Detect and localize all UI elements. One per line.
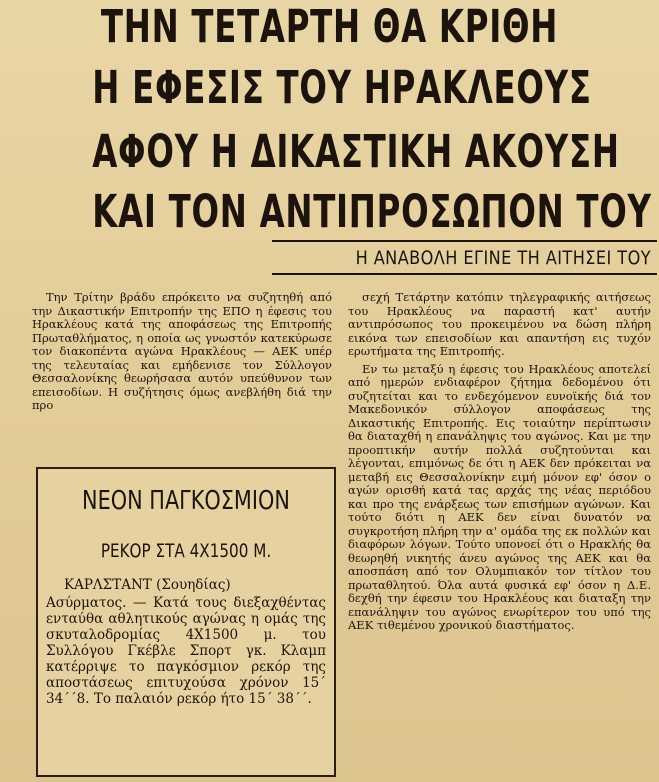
box-subtitle: ΡΕΚΟΡ ΣΤΑ 4Χ1500 Μ.: [100, 540, 272, 562]
subheadline-bottom-rule: [272, 273, 657, 275]
box-body: [46, 577, 326, 707]
article-paragraph-left: Την Τρίτην βράδυ επρόκειτο να συζητηθή από την Δικαστικήν Επιτροπήν της ΕΠΟ η έφεσις του Ηρακλέους κατά της αποφάσεως της Επιτροπής Πρωταθλήματος, η οποία ως γνωστόν κατεκύρωσε τον διακοπέντα αγώνα Ηρακλέους — ΑΕΚ υπέρ της τελευταίας και εμήδενισε τον Σύλλογον Θεσσαλονίκης θεωρήσασα αυτόν υπεύθυνον των επεισοδίων. Η συζήτησις όμως ανεβλήθη διά την προ: [32, 290, 332, 412]
headline-line-3: ΑΦΟΥ Η ΔΙΚΑΣΤΙΚΗ ΑΚΟΥΣΗ: [92, 125, 620, 178]
box-title: ΝΕΟΝ ΠΑΓΚΟΣΜΙΟΝ: [82, 486, 290, 516]
subheadline-top-rule: [272, 240, 657, 242]
box-text: Ασύρματος. — Κατά τους διεξαχθέντας ενταύθα αθλητικούς αγώνας η ομάς της σκυταλοδρομίας 4Χ1500 μ. του Συλλόγου Γκέβλε Σπορτ γκ. Κλαμπ κατέρριψε το παγκόσμιον ρεκόρ της αποστάσεως επιτυχούσα χρόνον 15΄ 34΄΄8. Το παλαιόν ρεκόρ ήτο 15΄ 38΄΄.: [46, 595, 326, 707]
box-dateline: ΚΑΡΛΣΤΑΝΤ (Σουηδίας): [64, 577, 231, 593]
article-left-column: [32, 291, 332, 413]
article-right-column: [348, 291, 651, 633]
headline-line-2: Η ΕΦΕΣΙΣ ΤΟΥ ΗΡΑΚΛΕΟΥΣ: [92, 61, 592, 114]
article-paragraph-right-1: σεχή Τετάρτην κατόπιν τηλεγραφικής αιτήσεως του Ηρακλέους να παραστή κατ' αυτήν αντιπρόσωπος του προκειμένου να δώση πλήρη εικόνα των επεισοδίων και απαντήση εις τυχόν ερωτήματα της Επιτροπής.: [348, 290, 651, 358]
article-paragraph-right-2: Εν τω μεταξύ η έφεσις του Ηρακλέους αποτελεί από ημερών ενδιαφέρον ζήτημα δεδομένου ότι συζητείται και το ενδεχόμενον ευνοϊκής διά τον Μακεδονικόν σύλλογον αποφάσεως της Δικαστικής Επιτροπής. Εις τοιαύτην περίπτωσιν θα διαταχθή η επανάληψις του αγώνος. Και με την προοπτικήν αυτήν πολλά συζητούνται και λέγονται, επιμόνως δε ότι η ΑΕΚ δεν πρόκειται να μεταβή εις Θεσσαλονίκην ειμή μόνον εφ' όσον ο αγών ορισθή κατά τας αρχάς της νέας περιόδου και προ της ενάρξεως των επισήμων αγώνων. Και τούτο διότι η ΑΕΚ δεν είναι δυνατόν να συγκροτήση πλήρη την α' ομάδα της εκ πολλών και διαφόρων λόγων. Τούτο υπονοεί ότι ο Ηρακλής θα θεωρηθή νικητής άνευ αγώνος της ΑΕΚ και θα αποσπάση από τον Ολυμπιακόν τον τίτλον του πρωταθλητού. Όλα αυτά φυσικά εφ' όσον η Δ.Ε. δεχθή την έφεσιν του Ηρακλέους και διαταξη την επανάληψιν του αγώνος ενωρίτερον του υπό της ΑΕΚ τιθεμένου χρονικού διαστήματος.: [348, 361, 651, 632]
world-record-box: [36, 467, 336, 777]
subheadline: Η ΑΝΑΒΟΛΗ ΕΓΙΝΕ ΤΗ ΑΙΤΗΣΕΙ ΤΟΥ: [355, 247, 651, 269]
headline-line-4: ΚΑΙ ΤΟΝ ΑΝΤΙΠΡΟΣΩΠΟΝ ΤΟΥ: [92, 185, 652, 238]
headline-line-1: ΤΗΝ ΤΕΤΑΡΤΗ ΘΑ ΚΡΙΘΗ: [100, 0, 559, 53]
